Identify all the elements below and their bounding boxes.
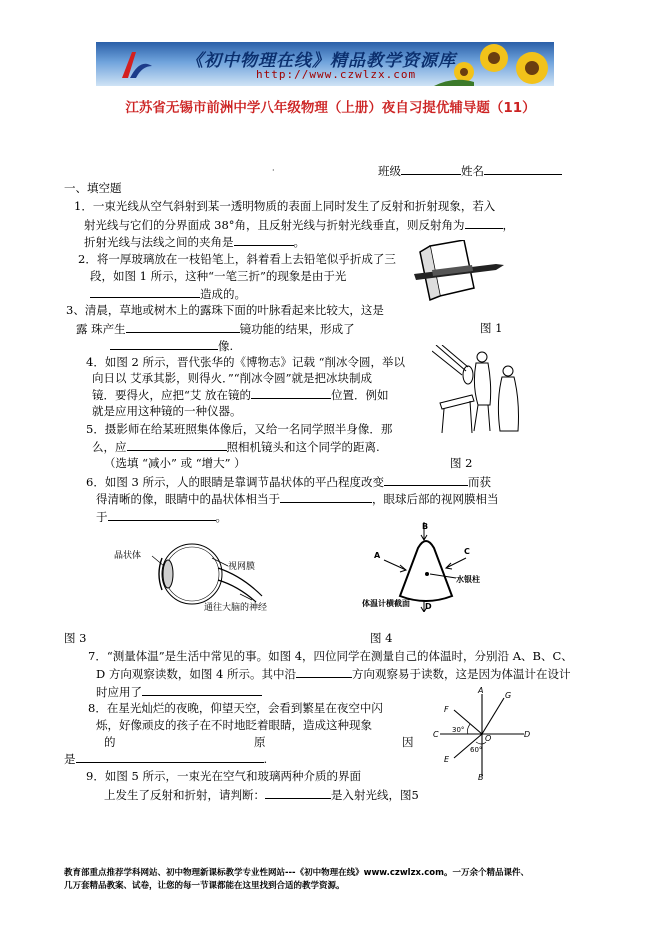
q8-line4-text: 是 — [64, 752, 76, 766]
page-title: 江苏省无锡市前洲中学八年级物理（上册）夜自习提优辅导题（11） — [125, 100, 536, 116]
q7-line3 — [96, 683, 262, 700]
figure-2-label: 图 2 — [450, 456, 473, 470]
thermo-label-C: C — [464, 547, 470, 556]
f5-angle-30: 30° — [452, 726, 465, 734]
eye-nerve-label: 通往大脑的神经 — [204, 603, 268, 613]
figure-3-label: 图 3 — [64, 631, 87, 645]
q7-line1: 7．“测量体温”是生活中常见的事。如图 4，四位同学在测量自己的体温时，分别沿 A、B、C、 — [88, 649, 573, 663]
q1-line3-text: 折射光线与法线之间的夹角是 — [84, 235, 234, 249]
thermo-section-label: 体温计横截面 — [362, 599, 410, 608]
q5-line1: 5．摄影师在给某班照集体像后，又给一名同学照半身像．那 — [86, 422, 393, 436]
f5-angle-60: 60° — [470, 746, 483, 754]
q3-blank-1 — [126, 320, 240, 333]
q2-blank — [90, 285, 200, 298]
q7-line2-text: D 方向观察读数，如图 4 所示。其中沿 — [96, 667, 297, 681]
thermo-column-label: 水银柱 — [456, 575, 480, 584]
q9-line2-text: 上发生了反射和折射，请判断： — [104, 788, 265, 802]
sunflower-icon — [434, 42, 554, 86]
q7-blank-1 — [296, 665, 352, 678]
q7-line3-text: 时应用了 — [96, 685, 142, 699]
q2-line3-text: 造成的。 — [200, 287, 246, 301]
q2-line1: 2．将一厚玻璃放在一枝铅笔上，斜着看上去铅笔似乎折成了三 — [78, 252, 396, 266]
q1-blank-2 — [234, 233, 294, 246]
q8-line4 — [64, 750, 267, 767]
q6-line1-text: 6．如图 3 所示，人的眼睛是靠调节晶状体的平凸程度改变 — [86, 475, 384, 489]
q3-blank-2 — [110, 337, 218, 350]
thermo-label-D: D — [425, 602, 432, 611]
f5-label-E: E — [444, 755, 450, 764]
q6-blank-3 — [108, 508, 216, 521]
q7-line2-end: 方向观察易于读数，这是因为体温计在设计 — [352, 667, 571, 681]
q1-line2-text: 射光线与它们的分界面成 38°角，且反射光线与折射光线垂直，则反射角为 — [84, 218, 465, 232]
class-label: 班级 — [378, 164, 401, 178]
footer-line-1: 教育部重点推荐学科网站、初中物理新课标教学专业性网站---《初中物理在线》www.czwlzx.com。一万余个精品课件、 — [64, 868, 529, 878]
q6-line1-end: 而获 — [467, 475, 491, 489]
figure-3-eye-diagram — [112, 536, 342, 616]
class-blank — [401, 162, 461, 175]
q4-line3-text: 镜．要得火，应把“艾 放在镜的 — [92, 388, 252, 402]
name-blank — [484, 162, 562, 175]
f5-label-A: A — [478, 686, 484, 695]
q3-line1: 3、清晨，草地或树木上的露珠下面的叶脉看起来比较大，这是 — [66, 303, 384, 317]
q8-line4-end: . — [263, 752, 268, 766]
q8-line3-a: 的 — [104, 735, 116, 749]
figure-5-refraction — [432, 686, 532, 780]
q5-line2-text: 么，应 — [92, 440, 127, 454]
q5-line2-end: 照相机镜头和这个同学的距离. — [226, 440, 380, 454]
f5-label-G: G — [505, 691, 512, 700]
eye-retina-label: 视网膜 — [228, 562, 256, 572]
site-logo-icon — [116, 48, 156, 82]
q8-line3-b: 原 — [254, 735, 266, 749]
q6-line1 — [86, 473, 491, 490]
q1-line1: 1．一束光线从空气斜射到某一透明物质的表面上同时发生了反射和折射现象，若入 — [74, 199, 496, 213]
thermo-label-B: B — [422, 522, 429, 531]
q9-line2 — [104, 786, 419, 803]
q9-blank — [265, 786, 331, 799]
thermo-label-A: A — [374, 551, 381, 560]
q2-line2: 段，如图 1 所示，这种“一笔三折”的现象是由于光 — [90, 269, 347, 283]
q6-line3-end: 。 — [215, 510, 227, 524]
f5-label-O: O — [485, 734, 492, 743]
q3-line2 — [76, 320, 355, 337]
figure-1-pencil-glass — [412, 240, 504, 302]
q7-blank-2 — [142, 683, 262, 696]
q6-line3-text: 于 — [96, 510, 108, 524]
q4-blank — [251, 386, 331, 399]
q3-line2-mid: 镜功能的结果，形成了 — [239, 322, 355, 336]
q6-blank-2 — [280, 490, 372, 503]
stray-dot: · — [272, 166, 275, 175]
class-name-line — [378, 162, 562, 179]
q1-line3-end: 。 — [293, 235, 305, 249]
q9-line1: 9．如图 5 所示，一束光在空气和玻璃两种介质的界面 — [86, 769, 361, 783]
q6-line3 — [96, 508, 227, 525]
q8-line1: 8．在星光灿烂的夜晚，仰望天空，会看到繁星在夜空中闪 — [88, 701, 383, 715]
q5-line3: （选填 “减小” 或 “增大” ） — [104, 456, 246, 470]
footer-line-2: 几万套精品教案、试卷，让您的每一节课都能在这里找到合适的教学资源。 — [64, 881, 345, 891]
q5-blank — [127, 438, 227, 451]
section-heading: 一、填空题 — [64, 181, 122, 195]
q1-line2-end: ， — [502, 218, 515, 232]
q4-line4: 就是应用这种镜的一种仪器。 — [92, 404, 242, 418]
figure-2-ice-lens — [432, 345, 524, 437]
eye-lens-label: 晶状体 — [114, 551, 142, 561]
banner-url: http://www.czwlzx.com — [256, 68, 417, 81]
q7-line2 — [96, 665, 571, 682]
q4-line3 — [92, 386, 389, 403]
q4-line1: 4．如图 2 所示，晋代张华的《博物志》记载 “削冰令圆，举以 — [86, 355, 405, 369]
q3-line3 — [110, 337, 233, 354]
f5-label-B: B — [478, 773, 484, 780]
q8-blank — [76, 750, 264, 763]
q6-line2 — [96, 490, 499, 507]
q1-line3 — [84, 233, 305, 250]
figure-1-label: 图 1 — [480, 321, 503, 335]
q6-line2-text: 得清晰的像，眼睛中的晶状体相当于 — [96, 492, 280, 506]
f5-label-C: C — [433, 730, 439, 739]
q1-line2 — [84, 216, 514, 233]
q6-line2-end: ，眼球后部的视网膜相当 — [372, 492, 499, 506]
q2-line3 — [90, 285, 246, 302]
q1-blank-1 — [465, 216, 503, 229]
header-banner — [96, 42, 554, 86]
q6-blank-1 — [384, 473, 468, 486]
name-label: 姓名 — [461, 164, 484, 178]
q3-line3-text: 像. — [218, 339, 234, 353]
q9-line2-end: 是入射光线，图5 — [331, 788, 419, 802]
q3-line2-text: 露 珠产生 — [76, 322, 126, 336]
q5-line2 — [92, 438, 380, 455]
q4-line3-end: 位置．例如 — [331, 388, 389, 402]
figure-4-label: 图 4 — [370, 631, 393, 645]
q4-line2: 向日以 艾承其影，则得火．”“削冰令圆”就是把冰块制成 — [92, 371, 373, 385]
figure-4-thermometer — [360, 520, 500, 612]
banner-title: 《初中物理在线》精品教学资源库 — [186, 51, 456, 71]
q8-line2: 烁，好像顽皮的孩子在不时地眨着眼睛，造成这种现象 — [96, 718, 372, 732]
q8-line3-c: 因 — [402, 735, 414, 749]
f5-label-F: F — [444, 705, 449, 714]
f5-label-D: D — [524, 730, 531, 739]
